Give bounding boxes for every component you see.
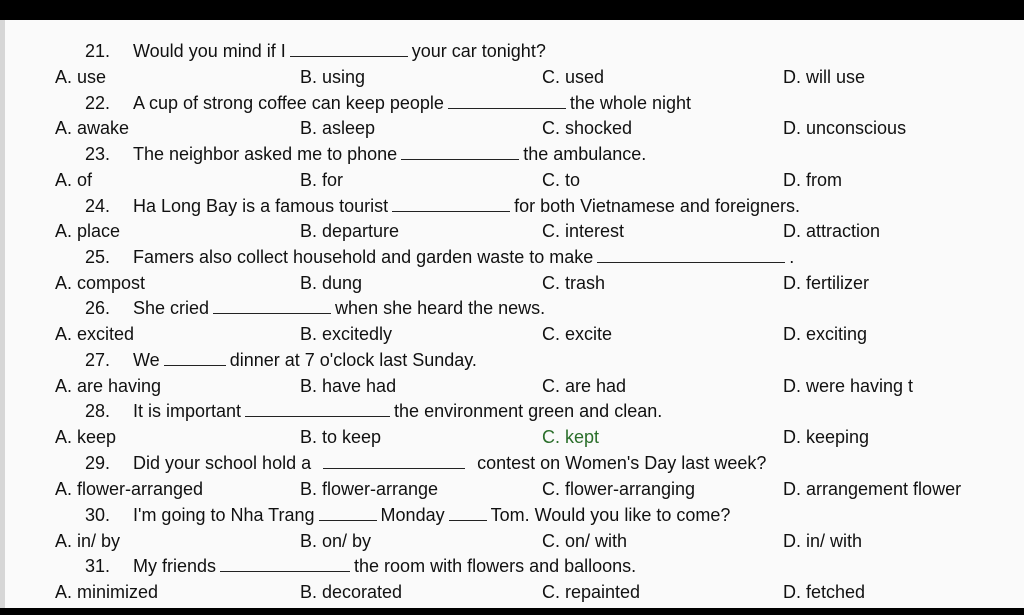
option-a[interactable]: A. keep (55, 427, 117, 447)
question-text: Ha Long Bay is a famous tourist (133, 196, 389, 216)
question-text: Famers also collect household and garden waste to make (133, 247, 594, 267)
option-c[interactable]: C. flower-arranging (542, 479, 696, 499)
question-29 (85, 452, 766, 474)
question-text: the environment green and clean. (394, 401, 663, 421)
option-d[interactable]: D. from (783, 170, 843, 190)
question-text: My friends (133, 556, 217, 576)
option-c[interactable]: C. trash (542, 273, 606, 293)
option-b[interactable]: B. asleep (300, 118, 376, 138)
question-number: 29. (85, 453, 111, 473)
question-number: 31. (85, 556, 111, 576)
option-a[interactable]: A. of (55, 170, 93, 190)
answer-blank (401, 143, 519, 160)
question-number: 26. (85, 298, 111, 318)
question-text: A cup of strong coffee can keep people (133, 93, 444, 113)
option-d[interactable]: D. exciting (783, 324, 868, 344)
answer-blank (392, 195, 510, 212)
option-c[interactable]: C. used (542, 67, 605, 87)
answer-blank (220, 555, 350, 572)
answer-blank (213, 297, 331, 314)
question-text: We (133, 350, 160, 370)
option-a[interactable]: A. excited (55, 324, 135, 344)
answer-blank (449, 504, 487, 521)
question-21 (85, 40, 546, 62)
question-text: for both Vietnamese and foreigners. (514, 196, 800, 216)
question-23 (85, 143, 646, 165)
question-text: She cried (133, 298, 210, 318)
question-text: Did your school hold a (133, 453, 312, 473)
top-black-bar (0, 0, 1024, 20)
answer-blank (164, 349, 226, 366)
question-text: It is important (133, 401, 242, 421)
option-b[interactable]: B. excitedly (300, 324, 393, 344)
question-28 (85, 400, 662, 422)
option-b[interactable]: B. departure (300, 221, 400, 241)
question-text: Tom. Would you like to come? (490, 505, 731, 525)
question-number: 21. (85, 41, 111, 61)
question-number: 28. (85, 401, 111, 421)
option-d[interactable]: D. were having t (783, 376, 914, 396)
option-c[interactable]: C. kept (542, 427, 600, 447)
answer-blank (597, 246, 785, 263)
answer-blank (319, 504, 377, 521)
question-number: 30. (85, 505, 111, 525)
option-d[interactable]: D. fetched (783, 582, 866, 602)
question-text: contest on Women's Day last week? (477, 453, 767, 473)
question-text: I'm going to Nha Trang (133, 505, 315, 525)
option-a[interactable]: A. compost (55, 273, 146, 293)
question-number: 24. (85, 196, 111, 216)
option-c[interactable]: C. on/ with (542, 531, 628, 551)
question-number: 23. (85, 144, 111, 164)
question-text: Would you mind if I (133, 41, 286, 61)
question-text: Monday (380, 505, 445, 525)
question-30 (85, 504, 730, 526)
option-a[interactable]: A. minimized (55, 582, 159, 602)
question-number: 25. (85, 247, 111, 267)
answer-blank (290, 40, 408, 57)
option-c[interactable]: C. shocked (542, 118, 633, 138)
question-27 (85, 349, 477, 371)
question-22 (85, 92, 691, 114)
question-text: . (789, 247, 795, 267)
question-text: The neighbor asked me to phone (133, 144, 398, 164)
question-text: the whole night (569, 93, 691, 113)
option-b[interactable]: B. dung (300, 273, 363, 293)
option-d[interactable]: D. unconscious (783, 118, 907, 138)
answer-blank (245, 400, 390, 417)
question-number: 22. (85, 93, 111, 113)
question-text: the ambulance. (523, 144, 647, 164)
question-31 (85, 555, 636, 577)
option-d[interactable]: D. fertilizer (783, 273, 870, 293)
option-b[interactable]: B. using (300, 67, 366, 87)
question-26 (85, 297, 545, 319)
option-b[interactable]: B. on/ by (300, 531, 372, 551)
option-a[interactable]: A. place (55, 221, 121, 241)
question-24 (85, 195, 800, 217)
worksheet (5, 20, 1024, 608)
option-c[interactable]: C. interest (542, 221, 625, 241)
option-d[interactable]: D. attraction (783, 221, 881, 241)
option-b[interactable]: B. to keep (300, 427, 382, 447)
bottom-black-bar (0, 608, 1024, 615)
question-text: your car tonight? (411, 41, 546, 61)
question-text: when she heard the news. (335, 298, 546, 318)
option-c[interactable]: C. are had (542, 376, 627, 396)
question-text: dinner at 7 o'clock last Sunday. (229, 350, 477, 370)
option-a[interactable]: A. in/ by (55, 531, 121, 551)
option-d[interactable]: D. keeping (783, 427, 870, 447)
option-b[interactable]: B. decorated (300, 582, 403, 602)
question-text: the room with flowers and balloons. (354, 556, 637, 576)
answer-blank (448, 92, 566, 109)
question-number: 27. (85, 350, 111, 370)
option-a[interactable]: A. are having (55, 376, 162, 396)
question-25 (85, 246, 794, 268)
option-a[interactable]: A. use (55, 67, 107, 87)
option-d[interactable]: D. arrangement flower (783, 479, 962, 499)
option-a[interactable]: A. awake (55, 118, 130, 138)
option-b[interactable]: B. have had (300, 376, 397, 396)
answer-blank (323, 452, 465, 469)
option-d[interactable]: D. will use (783, 67, 866, 87)
option-a[interactable]: A. flower-arranged (55, 479, 204, 499)
option-c[interactable]: C. repainted (542, 582, 641, 602)
option-c[interactable]: C. excite (542, 324, 613, 344)
option-b[interactable]: B. for (300, 170, 344, 190)
option-c[interactable]: C. to (542, 170, 581, 190)
option-d[interactable]: D. in/ with (783, 531, 863, 551)
option-b[interactable]: B. flower-arrange (300, 479, 439, 499)
